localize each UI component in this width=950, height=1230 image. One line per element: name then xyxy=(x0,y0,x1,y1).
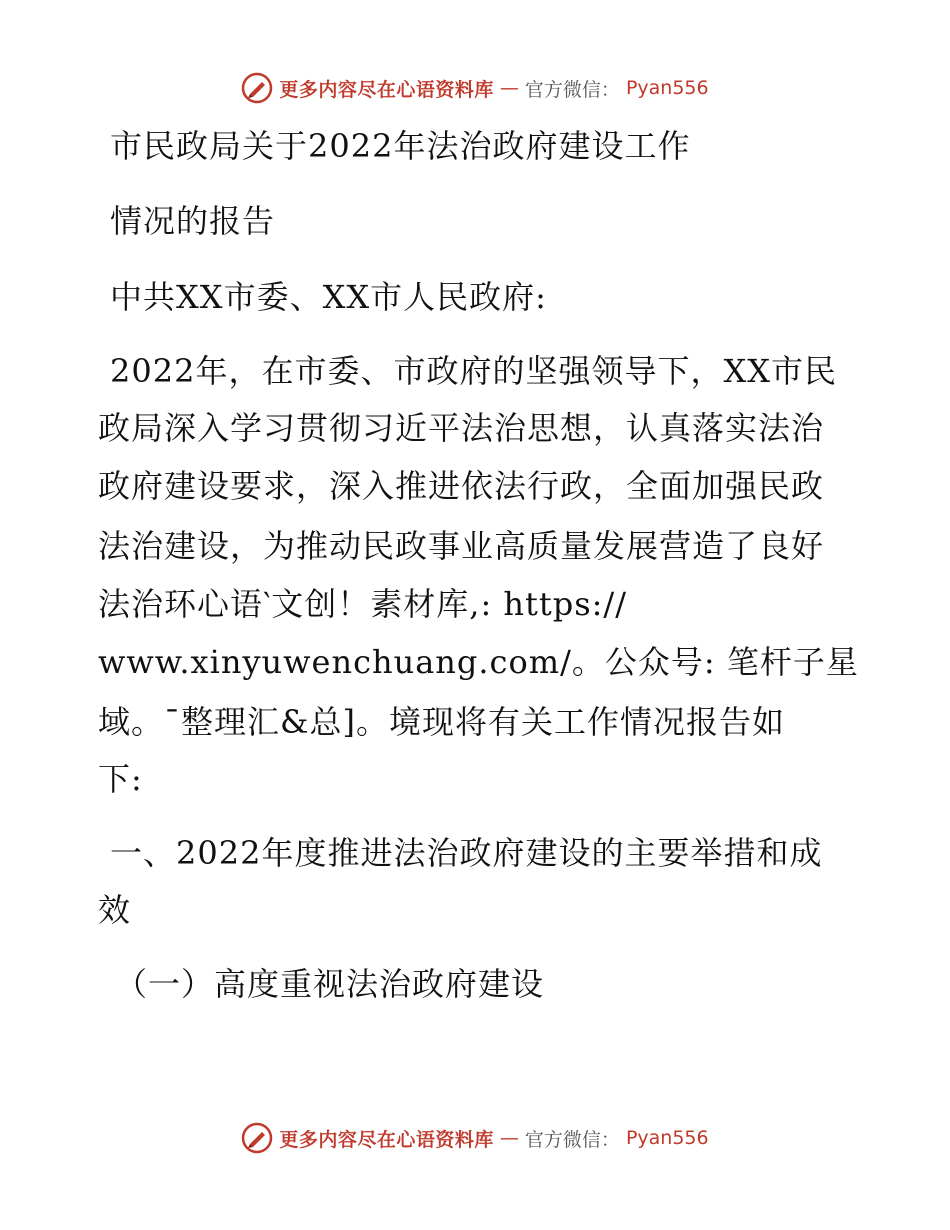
watermark-separator: — xyxy=(499,1127,519,1149)
subsection-heading: （一）高度重视法治政府建设 xyxy=(115,965,545,1003)
body-line: 法治建设，为推动民政事业高质量发展营造了良好 xyxy=(98,527,825,565)
body-line: 法治环心语‵文创！素材库,: https:// xyxy=(98,585,627,623)
document-title-line2: 情况的报告 xyxy=(110,202,276,240)
body-line: www.xinyuwenchuang.com/。公众号: 笔杆子星 xyxy=(98,643,859,681)
body-line: 2022年，在市委、市政府的坚强领导下，XX市民 xyxy=(110,352,838,390)
body-line: 下: xyxy=(98,760,143,798)
body-line: 政局深入学习贯彻习近平法治思想，认真落实法治 xyxy=(98,409,825,447)
watermark-separator: — xyxy=(499,77,519,99)
watermark-id: Pyan556 xyxy=(625,1127,709,1149)
body-line: 政府建设要求，深入推进依法行政，全面加强民政 xyxy=(98,467,825,505)
document-salutation: 中共XX市委、XX市人民政府: xyxy=(110,278,547,316)
header-watermark xyxy=(0,72,950,104)
footer-watermark xyxy=(0,1122,950,1154)
watermark-main-text: 更多内容尽在心语资料库 xyxy=(279,1128,494,1151)
pen-logo-icon xyxy=(241,72,273,104)
watermark-sub-text: 官方微信： xyxy=(524,1128,620,1151)
document-title-line1: 市民政局关于2022年法治政府建设工作 xyxy=(110,127,691,165)
body-line: 域。¯整理汇&总]。境现将有关工作情况报告如 xyxy=(98,703,785,741)
watermark-sub-text: 官方微信： xyxy=(524,78,620,101)
watermark-main-text: 更多内容尽在心语资料库 xyxy=(279,78,494,101)
watermark-id: Pyan556 xyxy=(625,77,709,99)
pen-logo-icon xyxy=(241,1122,273,1154)
section-heading-line2: 效 xyxy=(98,891,132,929)
section-heading-line1: 一、2022年度推进法治政府建设的主要举措和成 xyxy=(110,834,823,872)
